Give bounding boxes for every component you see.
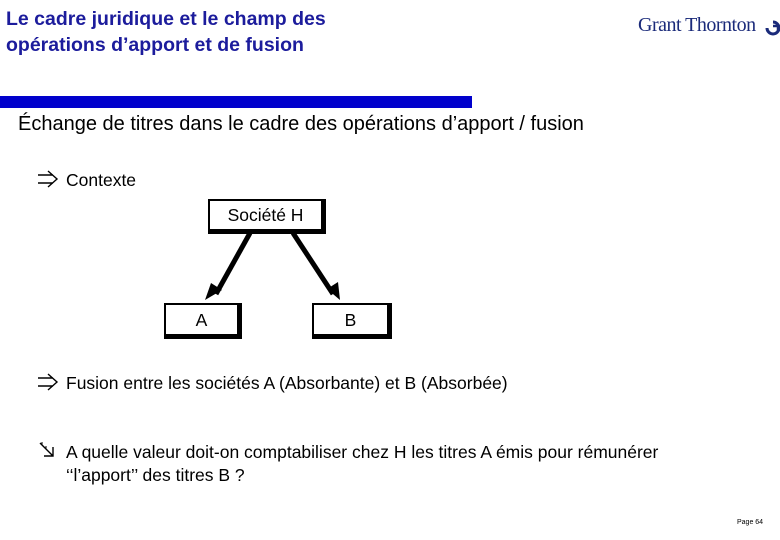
diagonal-arrow-icon <box>38 441 58 467</box>
bullet-fusion-text: Fusion entre les sociétés A (Absorbante) et B (Absorbée) <box>66 373 508 393</box>
question-line1: A quelle valeur doit-on comptabiliser chez H les titres A émis pour rémunérer <box>66 442 659 462</box>
slide-title-line2: opérations d’apport et de fusion <box>6 34 304 56</box>
section-heading: Échange de titres dans le cadre des opérations d’apport / fusion <box>18 113 584 135</box>
arrow-h-to-a <box>216 233 250 294</box>
question-line2: ‘‘l’apport’’ des titres B ? <box>66 465 245 485</box>
slide-title-line1: Le cadre juridique et le champ des <box>6 8 326 30</box>
implies-arrow-icon <box>38 373 60 396</box>
company-a-box: A <box>164 303 242 339</box>
company-b-box: B <box>312 303 392 339</box>
page-number: Page 64 <box>737 519 764 526</box>
arrow-h-to-b <box>293 233 333 294</box>
grant-thornton-logo: Grant Thornton <box>638 14 756 36</box>
company-h-box: Société H <box>208 199 326 234</box>
bullet-context-text: Contexte <box>66 170 137 190</box>
